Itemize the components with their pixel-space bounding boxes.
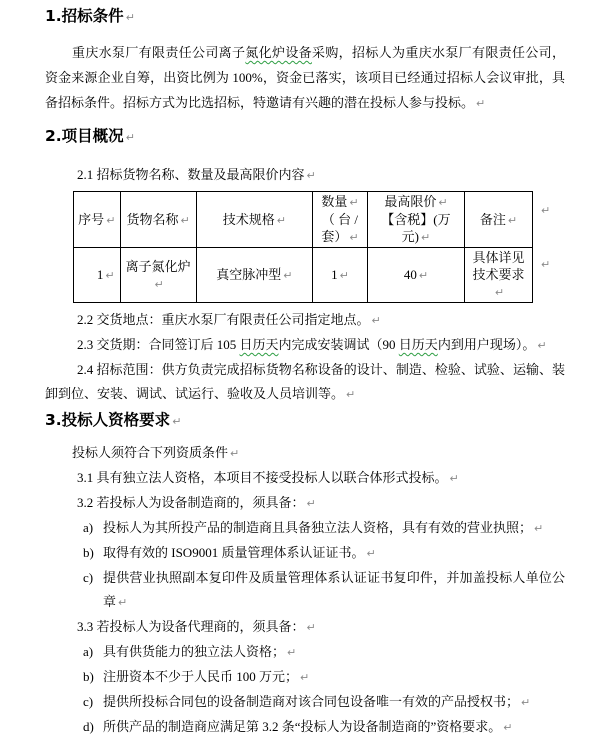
list-item (83, 640, 565, 665)
clause-text: 3.3 若投标人为设备代理商的，须具备： (77, 619, 305, 634)
header-text: 备注 (479, 211, 506, 227)
list-marker: a) (83, 520, 94, 535)
paragraph-mark: ↵ (449, 472, 459, 485)
paragraph-mark: ↵ (118, 596, 128, 609)
clause-text: 3.2 若投标人为设备制造商的，须具备： (77, 495, 305, 510)
paragraph-text: 采购，招标人为重庆水泵厂有限责任公司，资金来源企业自筹，出资比例为 100%，资金已落实，该项目已经通过招标人会议审批，具备招标条件。招标方式为比选招标，特邀请有兴趣的潜在投标人参与投标。 (45, 45, 565, 110)
clause-3-1 (45, 466, 565, 491)
list-marker: c) (83, 694, 94, 709)
list-text: 提供营业执照副本复印件及质量管理体系认证证书复印件，并加盖投标人单位公章 (103, 570, 565, 609)
clause-text: 2.4 招标范围：供方负责完成招标货物名称设备的设计、制造、检验、试验、运输、装卸到位、安装、调试、试运行、验收及人员培训等。 (45, 362, 565, 401)
cell-text: 1 (331, 267, 338, 282)
list-text: 投标人为其所投产品的制造商且具备独立法人资格，具有有效的营业执照； (103, 520, 533, 535)
paragraph-text: 重庆水泵厂有限责任公司离子 (72, 45, 246, 60)
cell-mark: ↵ (106, 213, 116, 227)
clause-2-3 (45, 333, 565, 358)
paragraph-mark: ↵ (125, 11, 135, 24)
spellcheck-underlined-text: 日历天 (398, 337, 438, 352)
header-text: 【含税】(万元) (381, 212, 451, 244)
cell-seq (74, 248, 121, 303)
heading-text: 1.招标条件 (45, 7, 124, 25)
paragraph-mark: ↵ (366, 547, 376, 560)
clause-text: 2.2 交货地点：重庆水泵厂有限责任公司指定地点。 (77, 312, 370, 327)
clause-3-2 (45, 491, 565, 516)
cell-text: 40 (403, 267, 417, 282)
clause-2-4 (45, 358, 565, 407)
cell-mark: ↵ (276, 213, 286, 227)
list-item (83, 715, 565, 740)
header-line (316, 193, 364, 211)
paragraph-mark: ↵ (125, 131, 135, 144)
clause-text: 2.3 交货期：合同签订后 105 (77, 337, 240, 352)
paragraph-mark: ↵ (371, 314, 381, 327)
paragraph-mark: ↵ (476, 97, 486, 110)
intro-text: 投标人须符合下列资质条件 (72, 445, 229, 460)
list-text: 所供产品的制造商应满足第 3.2 条“投标人为设备制造商的”资格要求。 (103, 719, 502, 734)
spellcheck-underlined-text: 氮化炉设备 (245, 45, 312, 60)
list-text: 取得有效的 ISO9001 质量管理体系认证证书。 (103, 545, 365, 560)
header-cell-price (367, 192, 464, 248)
cell-qty (313, 248, 368, 303)
cell-mark: ↵ (438, 196, 448, 209)
cell-mark: ↵ (349, 231, 359, 244)
list-item (83, 541, 565, 566)
clause-2-1 (45, 162, 565, 188)
cell-mark: ↵ (494, 286, 505, 299)
qualification-intro (45, 441, 565, 466)
header-line (371, 211, 461, 246)
heading-text: 2.项目概况 (45, 127, 124, 145)
paragraph-mark: ↵ (172, 415, 182, 428)
clause-2-2 (45, 308, 565, 333)
list-marker: b) (83, 669, 94, 684)
list-text: 注册资本不少于人民币 100 万元； (103, 669, 299, 684)
paragraph-mark: ↵ (287, 646, 297, 659)
header-cell-name (120, 192, 196, 248)
cell-mark: ↵ (507, 213, 518, 227)
section-2-heading (45, 126, 565, 148)
cell-text: 1 (96, 267, 104, 282)
header-cell-note (465, 192, 533, 248)
list-text: 具有供货能力的独立法人资格； (103, 644, 286, 659)
heading-text: 3.投标人资格要求 (45, 411, 171, 429)
paragraph-mark: ↵ (230, 447, 240, 460)
list-item (83, 690, 565, 715)
section-1-heading (45, 6, 565, 28)
cell-note (465, 248, 533, 303)
row-end-mark: ↵ (541, 204, 551, 217)
header-cell-qty (313, 192, 368, 248)
cell-text: 真空脉冲型 (216, 267, 282, 282)
goods-table (73, 191, 533, 303)
paragraph-mark: ↵ (537, 339, 547, 352)
paragraph-mark: ↵ (306, 621, 316, 634)
section-3-heading (45, 410, 565, 432)
list-marker: d) (83, 719, 94, 734)
header-text: 数量 (321, 194, 348, 209)
cell-mark: ↵ (105, 269, 115, 282)
paragraph-mark: ↵ (534, 522, 544, 535)
paragraph-mark: ↵ (503, 721, 513, 734)
cell-text: 具体详见技术要求 (472, 250, 525, 282)
clause-text: 3.1 具有独立法人资格，本项目不接受投标人以联合体形式投标。 (77, 470, 448, 485)
paragraph-mark: ↵ (521, 696, 531, 709)
paragraph-mark: ↵ (300, 671, 310, 684)
section-1-paragraph (45, 40, 565, 116)
header-text: 序号 (78, 211, 105, 227)
list-item (83, 665, 565, 690)
header-cell-seq (74, 192, 121, 248)
cell-mark: ↵ (420, 231, 431, 244)
header-text: （ 台 / 套） (321, 212, 358, 244)
cell-mark: ↵ (339, 269, 349, 282)
cell-mark: ↵ (154, 277, 164, 291)
spellcheck-underlined-text: 日历天 (239, 337, 279, 352)
header-line (316, 211, 364, 246)
cell-mark: ↵ (418, 269, 429, 282)
cell-name (120, 248, 196, 303)
row-end-mark: ↵ (541, 258, 551, 271)
clause-3-3 (45, 615, 565, 640)
paragraph-mark: ↵ (306, 169, 316, 182)
header-text: 货物名称 (126, 211, 179, 227)
list-item (83, 516, 565, 541)
table-header-row (74, 192, 533, 248)
clause-text: 内到用户现场）。 (437, 337, 536, 352)
cell-mark: ↵ (180, 213, 190, 227)
header-cell-spec (196, 192, 313, 248)
cell-price (367, 248, 464, 303)
cell-text: 离子氮化炉 (125, 258, 191, 274)
clause-text: 2.1 招标货物名称、数量及最高限价内容 (77, 167, 305, 182)
list-marker: a) (83, 644, 94, 659)
cell-mark: ↵ (283, 269, 293, 282)
list-marker: b) (83, 545, 94, 560)
list-item (83, 566, 565, 615)
goods-table-wrapper (73, 191, 565, 303)
header-text: 技术规格 (222, 211, 275, 227)
header-line (371, 193, 461, 211)
paragraph-mark: ↵ (306, 497, 316, 510)
header-text: 最高限价 (384, 194, 437, 209)
list-text: 提供所投标合同包的设备制造商对该合同包设备唯一有效的产品授权书； (103, 694, 520, 709)
table-row (74, 248, 533, 303)
cell-spec (196, 248, 313, 303)
cell-mark: ↵ (349, 196, 359, 209)
list-marker: c) (83, 570, 94, 585)
clause-text: 内完成安装调试（90 (278, 337, 399, 352)
paragraph-mark: ↵ (346, 388, 356, 401)
